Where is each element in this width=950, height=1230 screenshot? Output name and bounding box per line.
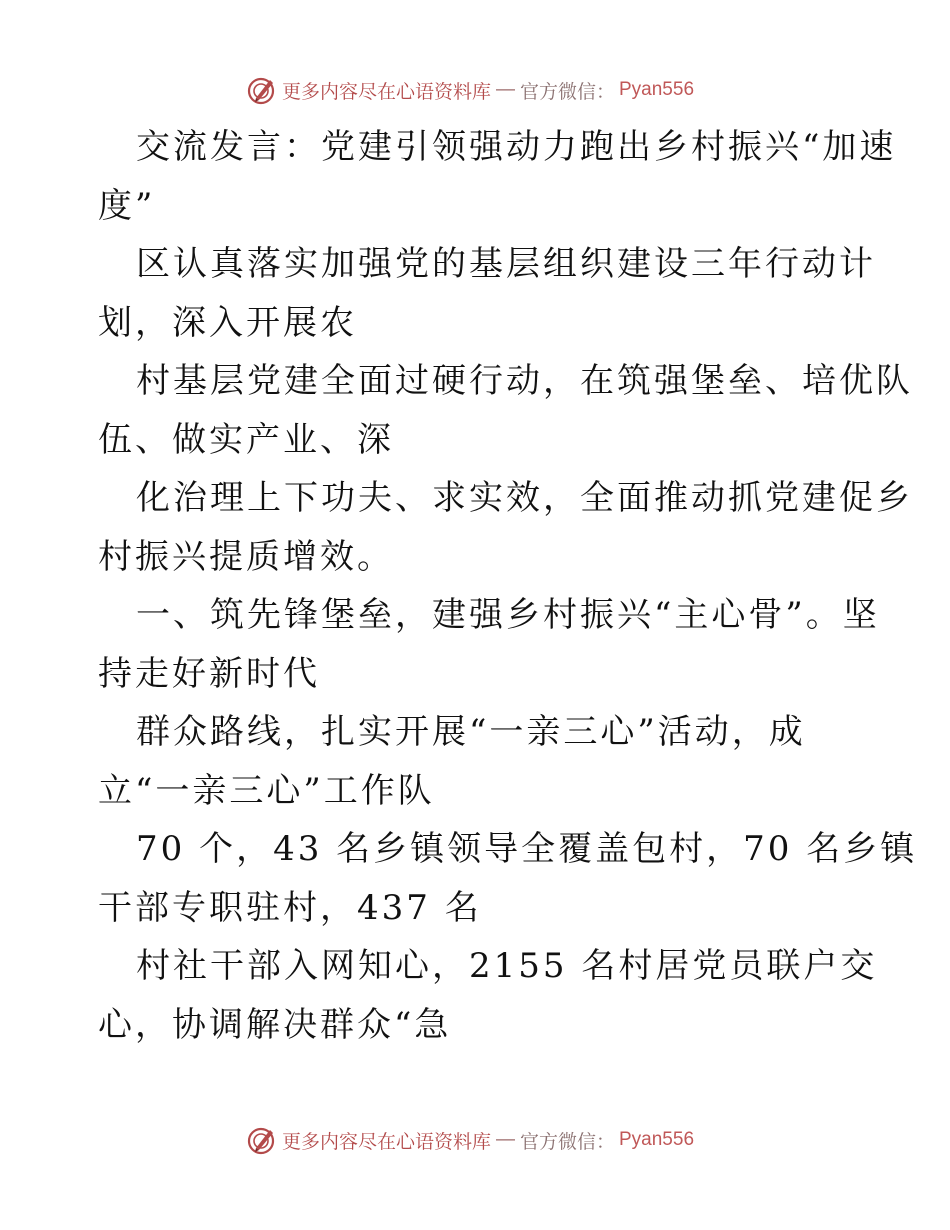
banner-slogan: 更多内容尽在心语资料库 [281, 1130, 491, 1153]
banner-dash: — [495, 1129, 515, 1150]
paragraph-line: 一、筑先锋堡垒，建强乡村振兴“主心骨”。坚 [136, 595, 880, 635]
paragraph-line: 群众路线，扎实开展“一亲三心”活动，成 [136, 712, 806, 752]
paragraph-line: 伍、做实产业、深 [98, 419, 394, 460]
paragraph-line: 持走好新时代 [98, 653, 320, 694]
paragraph-line: 区认真落实加强党的基层组织建设三年行动计 [136, 244, 876, 284]
pen-logo-icon [246, 1124, 278, 1156]
paragraph-line: 化治理上下功夫、求实效，全面推动抓党建促乡 [136, 478, 913, 518]
paragraph-line: 70 个，43 名乡镇领导全覆盖包村，70 名乡镇 [136, 829, 918, 869]
banner-wechat-label: 官方微信： [519, 1130, 615, 1153]
paragraph-line: 村社干部入网知心，2155 名村居党员联户交 [136, 946, 878, 986]
footer-banner [0, 1120, 950, 1160]
banner-wechat-id: Pyan556 [619, 79, 695, 100]
banner-wechat-label: 官方微信： [519, 80, 615, 103]
title-line: 交流发言：党建引领强动力跑出乡村振兴“加速 [136, 127, 897, 167]
paragraph-line: 心，协调解决群众“急 [98, 1004, 452, 1045]
title-line: 度” [98, 185, 156, 226]
header-banner [0, 70, 950, 110]
banner-wechat-id: Pyan556 [619, 1129, 695, 1150]
banner-dash: — [495, 79, 515, 100]
paragraph-line: 立“一亲三心”工作队 [98, 770, 435, 811]
banner-slogan: 更多内容尽在心语资料库 [281, 80, 491, 103]
paragraph-line: 村振兴提质增效。 [98, 536, 394, 577]
paragraph-line: 村基层党建全面过硬行动，在筑强堡垒、培优队 [136, 361, 913, 401]
paragraph-line: 干部专职驻村，437 名 [98, 887, 482, 928]
document-body [98, 118, 918, 1054]
paragraph-line: 划，深入开展农 [98, 302, 357, 343]
pen-logo-icon [246, 74, 278, 106]
